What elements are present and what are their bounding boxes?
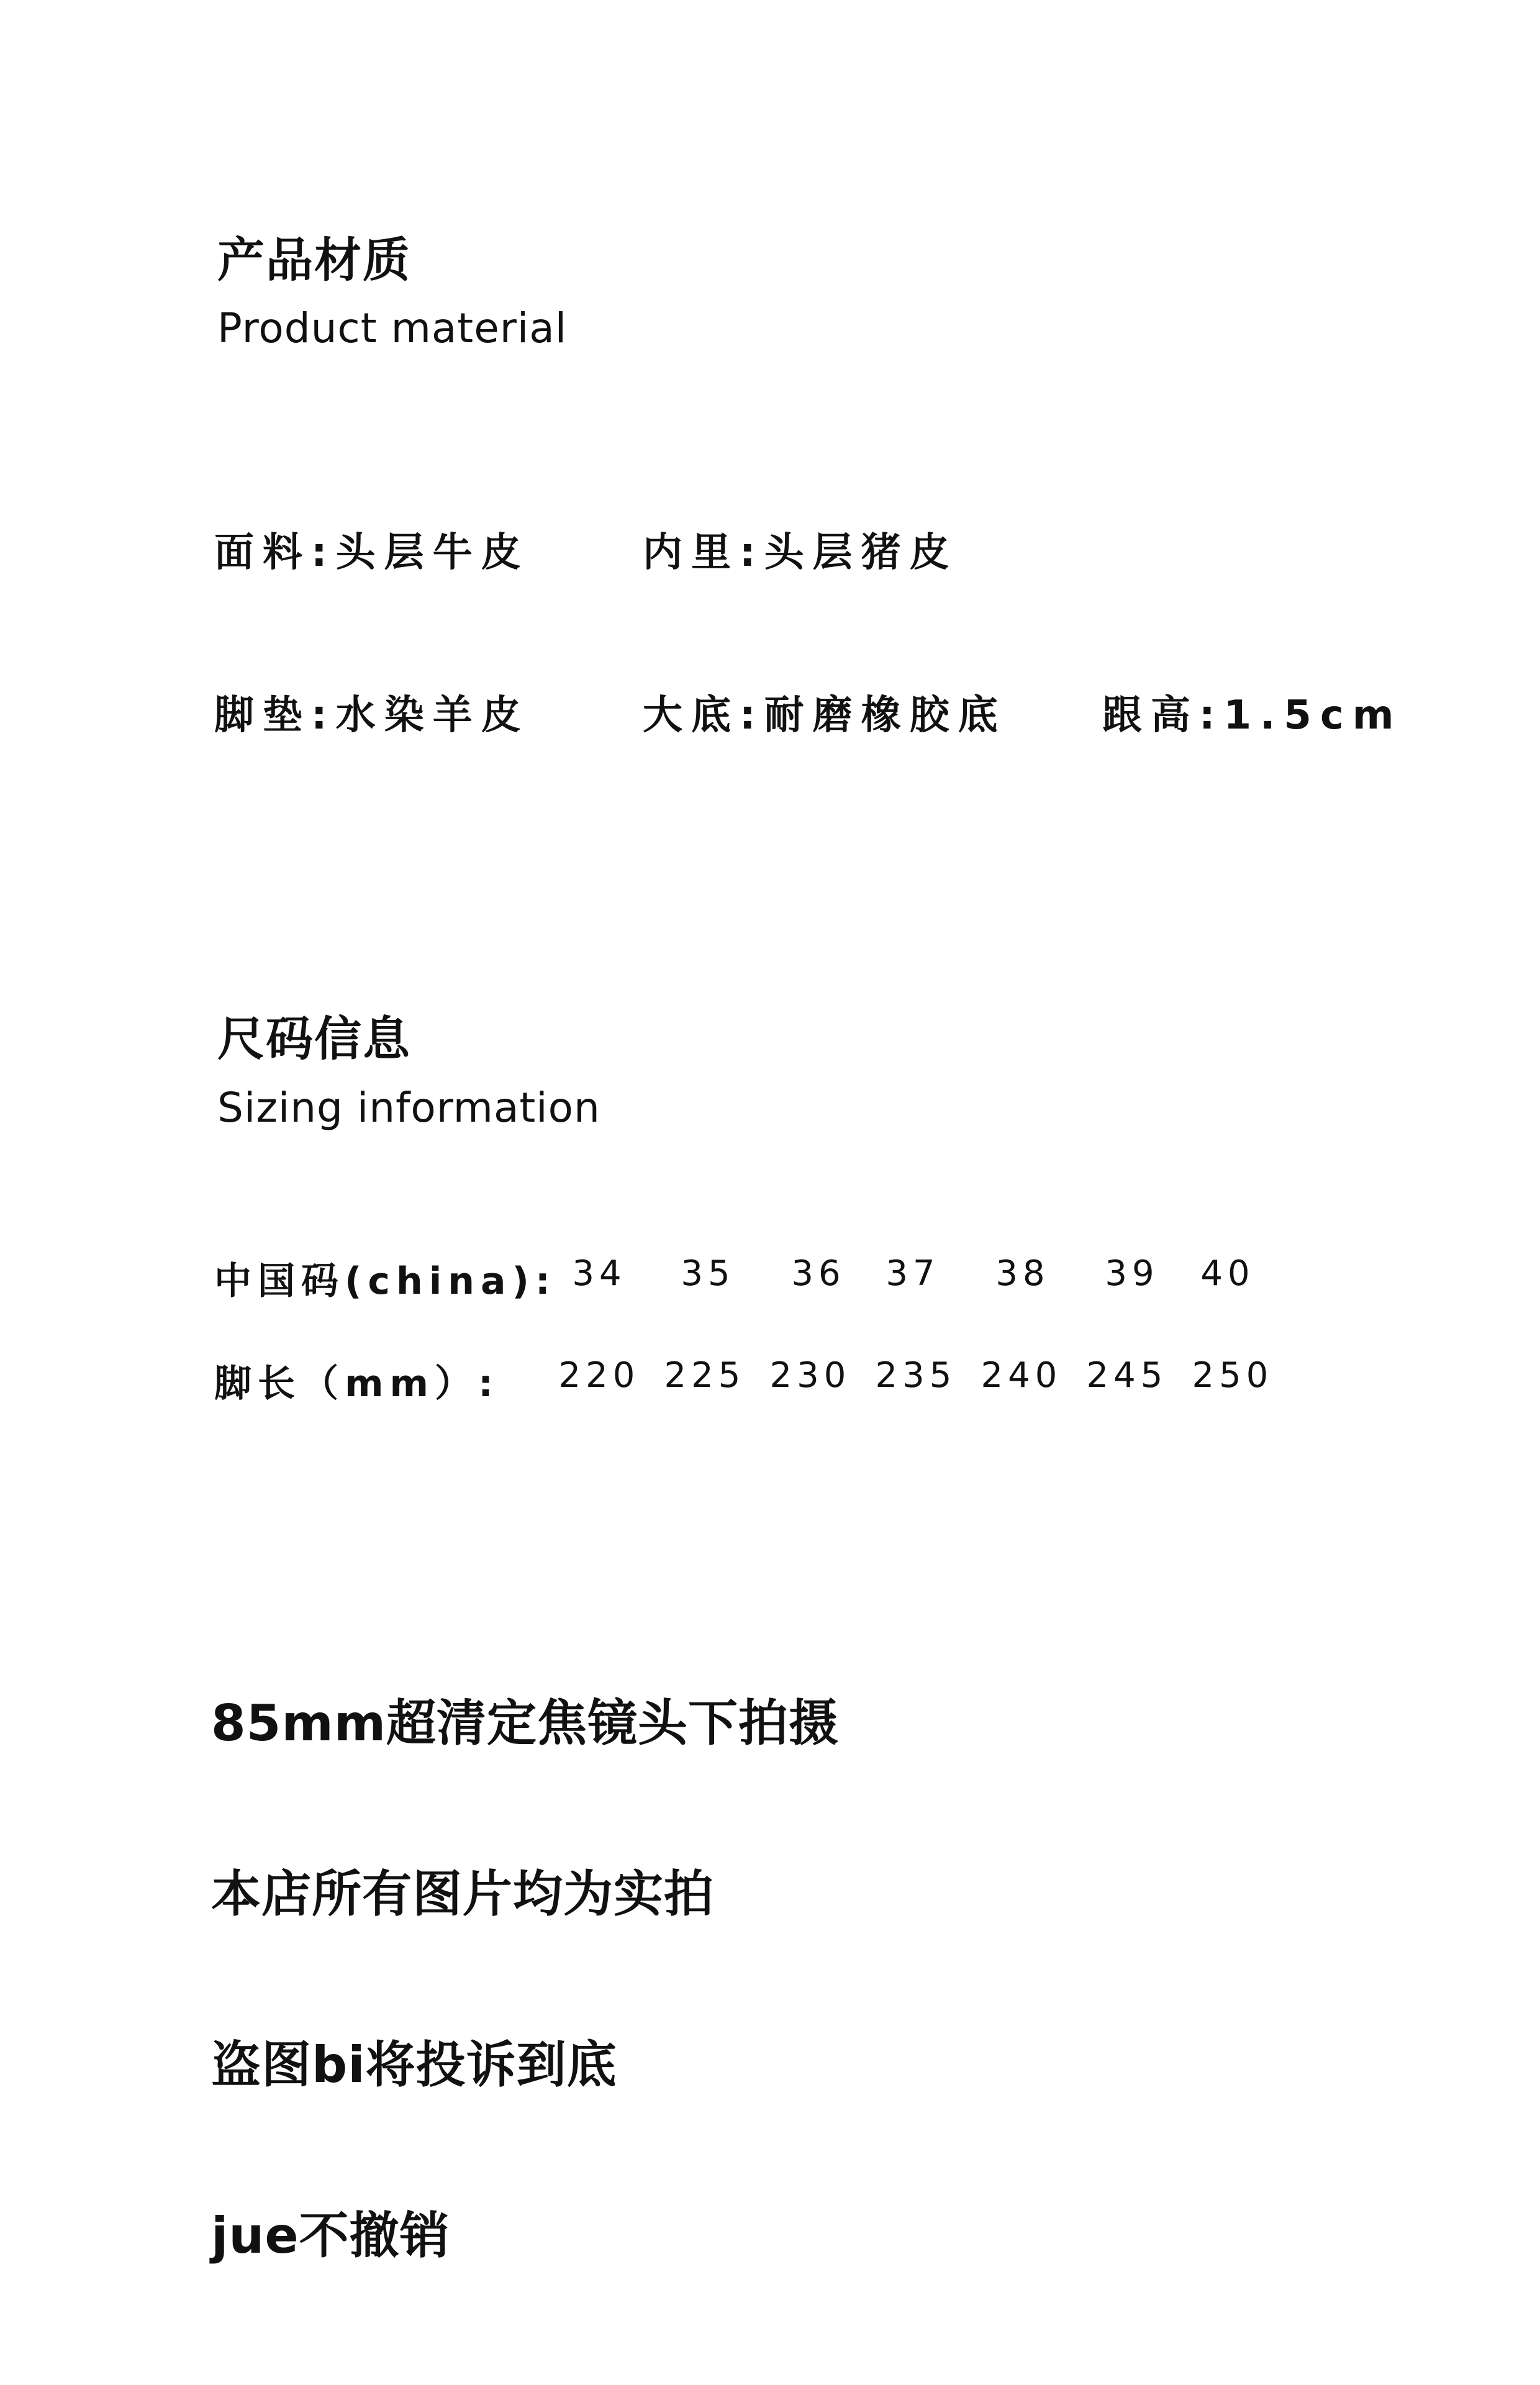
spec-fabric: 面料:头层牛皮 bbox=[214, 530, 530, 576]
spec-insole: 脚垫:水染羊皮 bbox=[214, 693, 530, 738]
china-size-label: 中国码(china): bbox=[214, 1260, 556, 1303]
spec-lining: 内里:头层猪皮 bbox=[643, 530, 958, 576]
china-size-value: 37 bbox=[886, 1253, 940, 1294]
foot-length-label: 脚长（mm）: bbox=[214, 1362, 500, 1406]
china-size-value: 34 bbox=[572, 1253, 627, 1294]
note-anti-theft: 盗图bi将投诉到底 bbox=[211, 2036, 617, 2094]
foot-length-value: 250 bbox=[1192, 1355, 1274, 1396]
foot-length-value: 225 bbox=[664, 1355, 746, 1396]
foot-length-value: 240 bbox=[981, 1355, 1062, 1396]
material-title-cn: 产品材质 bbox=[217, 232, 411, 288]
foot-length-value: 220 bbox=[558, 1355, 640, 1396]
china-size-value: 40 bbox=[1200, 1253, 1255, 1294]
material-title-en: Product material bbox=[217, 304, 568, 352]
note-no-withdrawal: jue不撤销 bbox=[211, 2207, 450, 2265]
foot-length-value: 245 bbox=[1086, 1355, 1168, 1396]
sizing-title-en: Sizing information bbox=[217, 1084, 600, 1132]
china-size-value: 36 bbox=[791, 1253, 846, 1294]
china-size-value: 38 bbox=[995, 1253, 1050, 1294]
note-real-photos: 本店所有图片均为实拍 bbox=[211, 1865, 714, 1923]
foot-length-value: 230 bbox=[769, 1355, 851, 1396]
spec-heel-height: 跟高:1.5cm bbox=[1102, 693, 1403, 738]
note-photography: 85mm超清定焦镜头下拍摄 bbox=[211, 1694, 840, 1752]
foot-length-value: 235 bbox=[875, 1355, 957, 1396]
spec-outsole: 大底:耐磨橡胶底 bbox=[643, 693, 1007, 738]
sizing-title-cn: 尺码信息 bbox=[217, 1011, 411, 1066]
china-size-value: 35 bbox=[681, 1253, 735, 1294]
china-size-value: 39 bbox=[1105, 1253, 1159, 1294]
